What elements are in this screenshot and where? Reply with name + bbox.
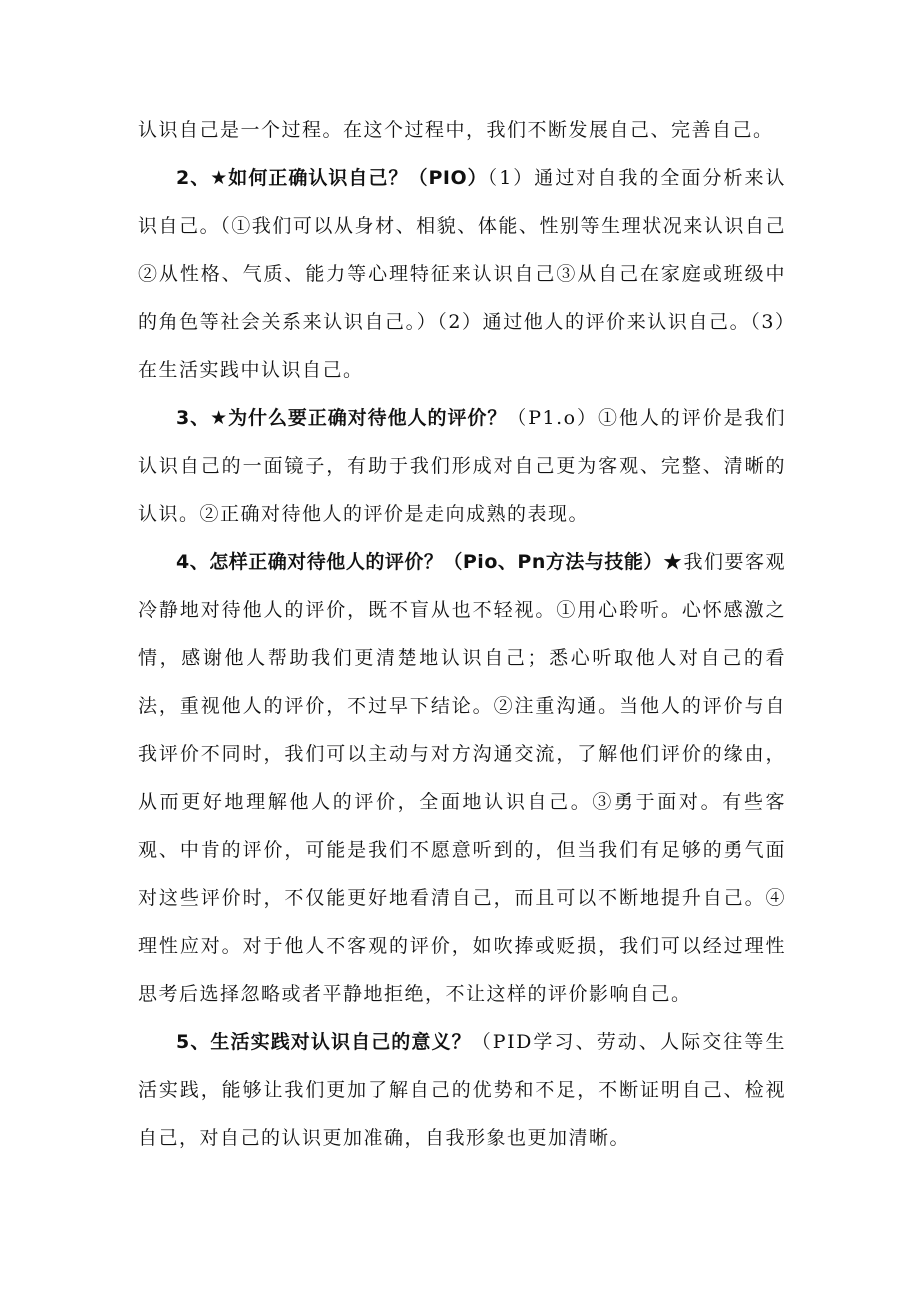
question-4-heading: 4、怎样正确对待他人的评价？（Pio、Pn方法与技能） (176, 551, 663, 573)
paragraph-intro (138, 106, 786, 154)
question-4-answer: ★我们要客观冷静地对待他人的评价，既不盲从也不轻视。①用心聆听。心怀感激之情，感谢他人帮助我们更清楚地认识自己；悉心听取他人对自己的看法，重视他人的评价，不过早下结论。②注重沟通。当他人的评价与自我评价不同时，我们可以主动与对方沟通交流，了解他们评价的缘由，从而更好地理解他人的评价，全面地认识自己。③勇于面对。有些客观、中肯的评价，可能是我们不愿意听到的，但当我们有足够的勇气面对这些评价时，不仅能更好地看清自己，而且可以不断地提升自己。④理性应对。对于他人不客观的评价，如吹捧或贬损，我们可以经过理性思考后选择忽略或者平静地拒绝，不让这样的评价影响自己。 (138, 551, 786, 1005)
paragraph-intro-text: 认识自己是一个过程。在这个过程中，我们不断发展自己、完善自己。 (138, 119, 774, 141)
question-3-answer: （P1.o）①他人的评价是我们认识自己的一面镜子，有助于我们形成对自己更为客观、完整、清晰的认识。②正确对待他人的评价是走向成熟的表现。 (138, 407, 786, 525)
question-5-heading: 5、生活实践对认识自己的意义？ (176, 1031, 472, 1053)
question-3-heading: 3、★为什么要正确对待他人的评价？ (176, 407, 508, 429)
paragraph-q2 (138, 154, 786, 394)
question-2-heading: 2、★如何正确认识自己？（PIO） (176, 167, 488, 189)
paragraph-q4 (138, 538, 786, 1018)
question-2-answer: （1）通过对自我的全面分析来认识自己。（①我们可以从身材、相貌、体能、性别等生理状况来认识自己②从性格、气质、能力等心理特征来认识自己③从自己在家庭或班级中的角色等社会关系来认识自己。）（2）通过他人的评价来认识自己。（3）在生活实践中认识自己。 (138, 167, 787, 381)
paragraph-q3 (138, 394, 786, 538)
paragraph-q5 (138, 1018, 786, 1162)
question-5-answer: （PID学习、劳动、人际交往等生活实践，能够让我们更加了解自己的优势和不足，不断证明自己、检视自己，对自己的认识更加准确，自我形象也更加清晰。 (138, 1031, 786, 1149)
